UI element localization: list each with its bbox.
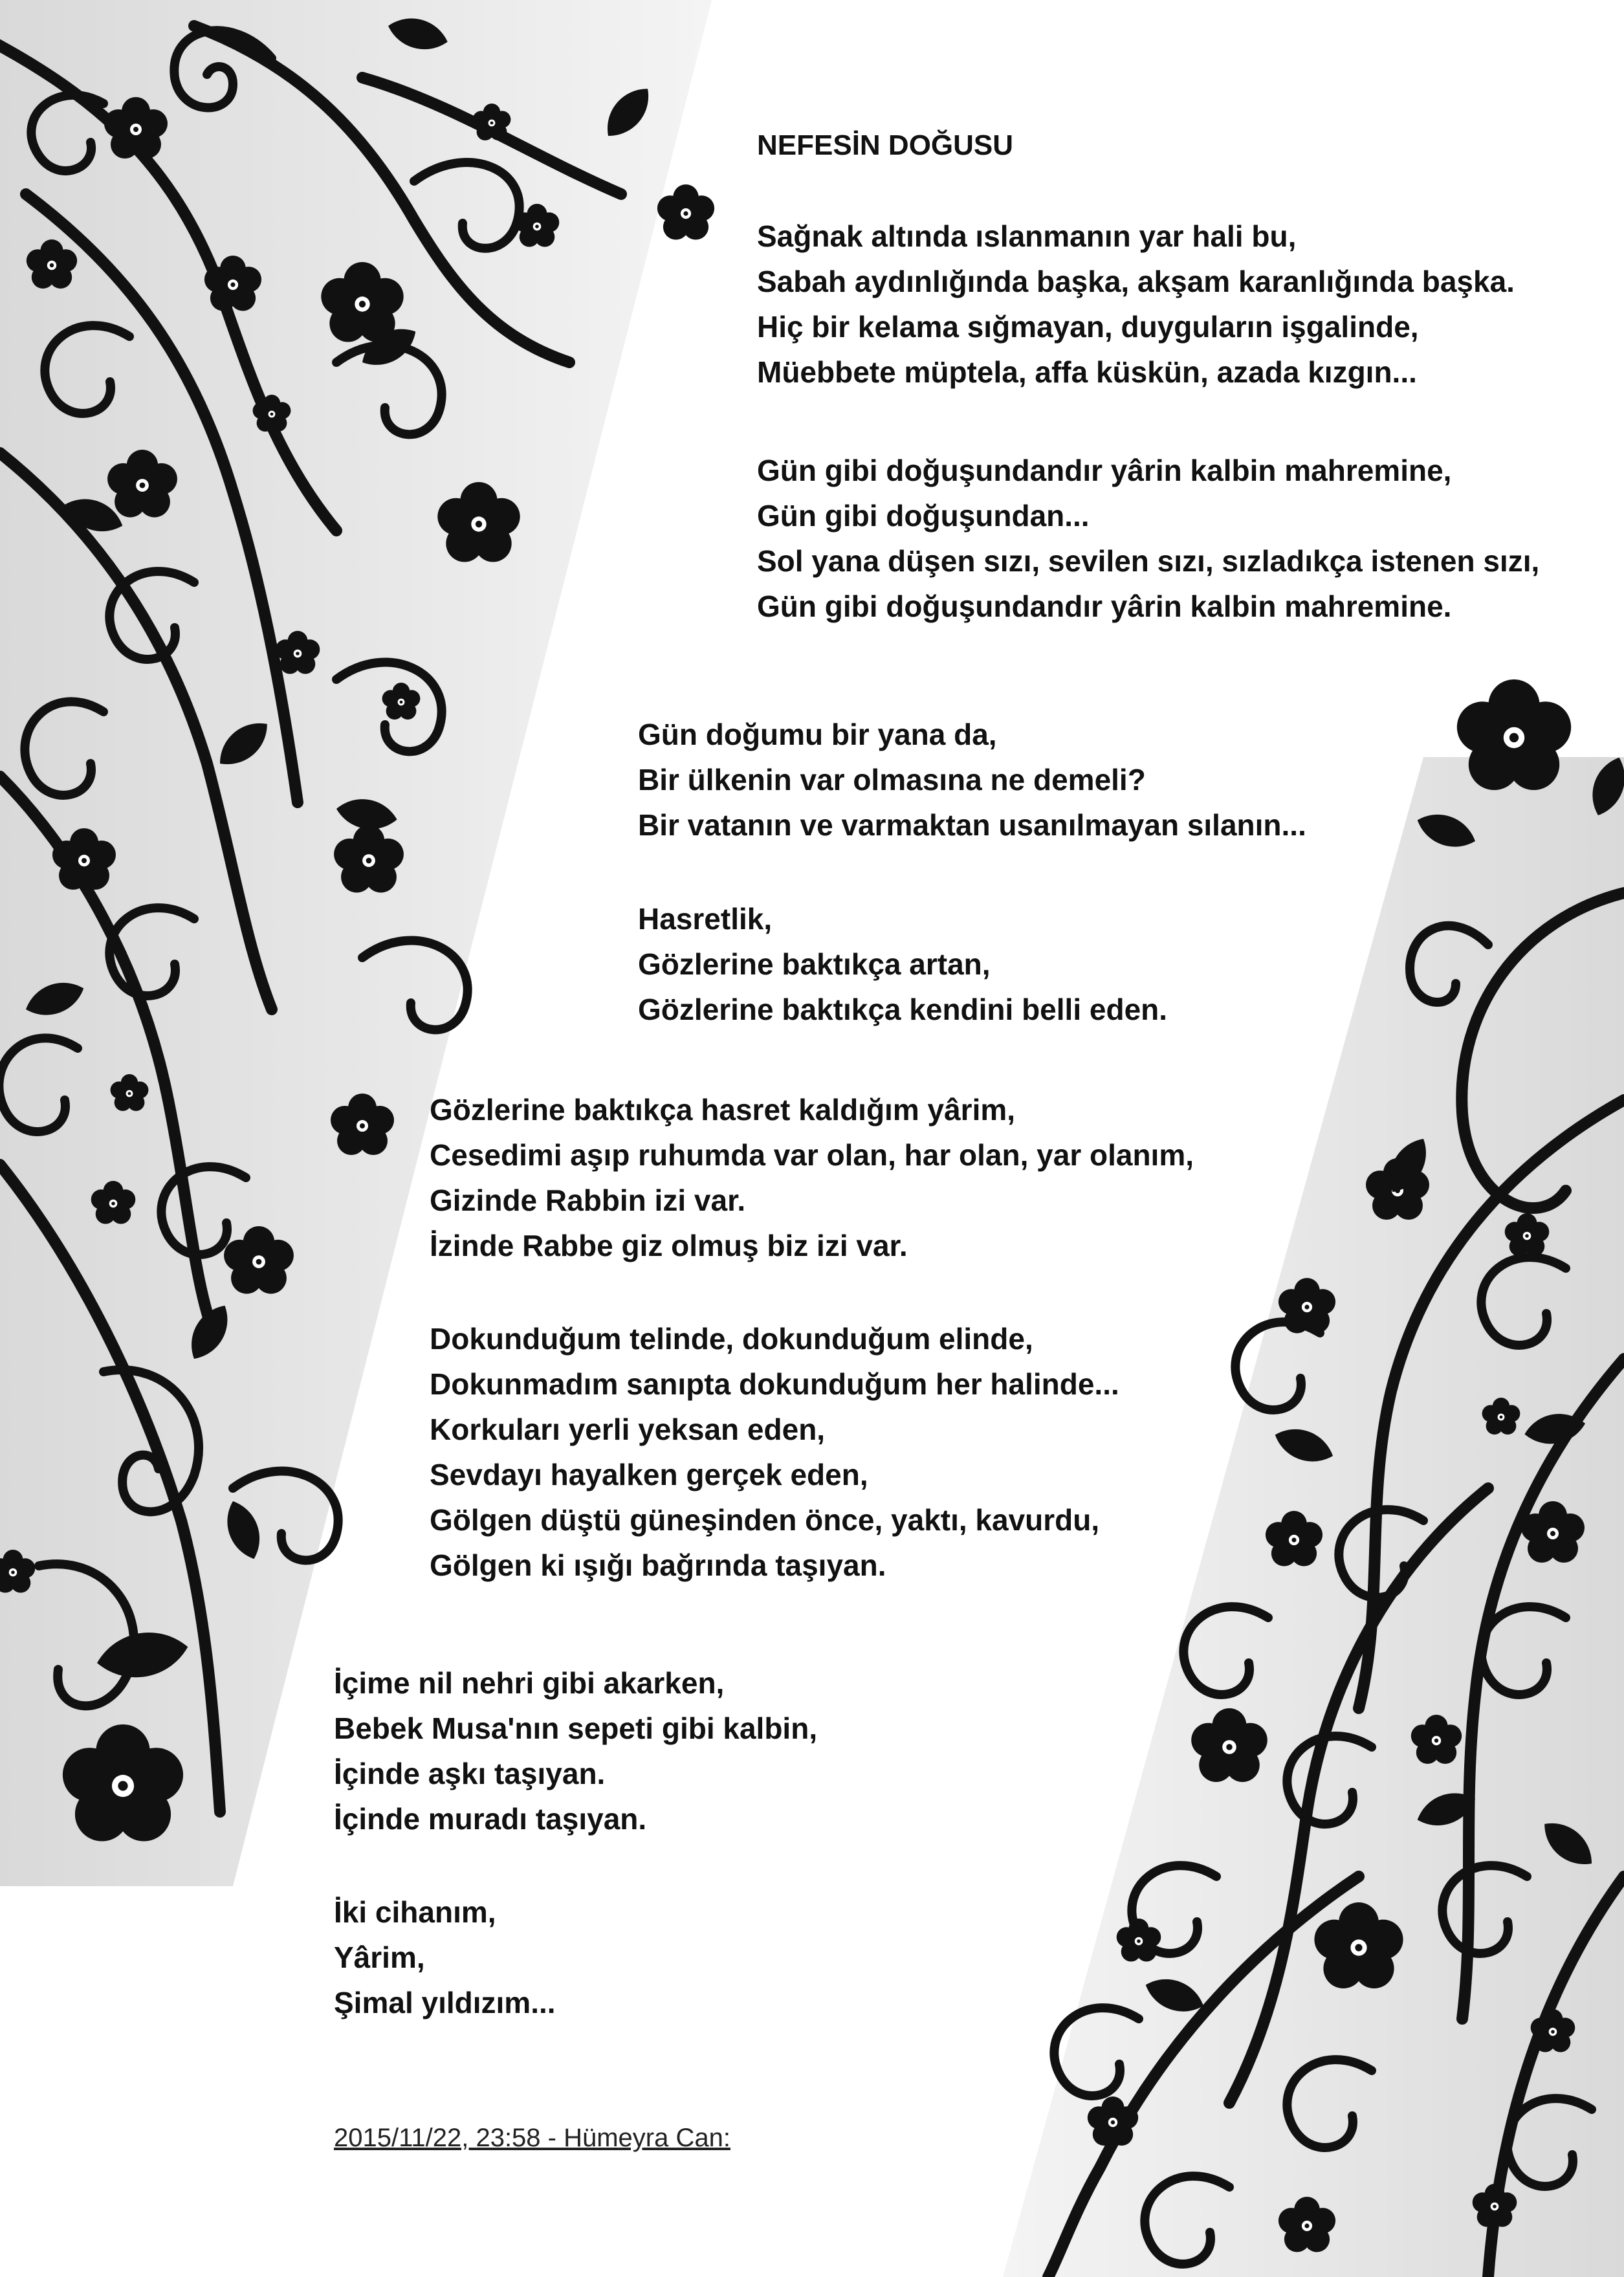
stanza-8 (334, 1889, 556, 2025)
poem-line: Gölgen düştü güneşinden önce, yaktı, kavurdu, (430, 1503, 1100, 1537)
poem-line: İçinde muradı taşıyan. (334, 1802, 647, 1836)
stanza-6 (430, 1316, 1119, 1588)
stanza-1 (757, 214, 1515, 395)
poem-title-block (757, 123, 1013, 168)
poem-line: İzinde Rabbe giz olmuş biz izi var. (430, 1229, 908, 1262)
stanza-5 (430, 1087, 1194, 1268)
stanza-4 (638, 896, 1167, 1032)
stanza-3 (638, 712, 1306, 848)
poem-line: Gölgen ki ışığı bağrında taşıyan. (430, 1548, 886, 1582)
poem-line: Müebbete müptela, affa küskün, azada kızgın... (757, 355, 1417, 389)
poem-line: Hiç bir kelama sığmayan, duyguların işgalinde, (757, 310, 1419, 344)
poem-line: Gözlerine baktıkça hasret kaldığım yârim, (430, 1093, 1016, 1127)
poem-line: Sol yana düşen sızı, sevilen sızı, sızladıkça istenen sızı, (757, 544, 1540, 578)
poem-line: Gizinde Rabbin izi var. (430, 1183, 746, 1217)
poem-line: Bebek Musa'nın sepeti gibi kalbin, (334, 1711, 818, 1745)
poem-line: İçinde aşkı taşıyan. (334, 1757, 606, 1790)
poem-line: Gün gibi doğuşundandır yârin kalbin mahremine. (757, 589, 1452, 623)
poem-line: Gün gibi doğuşundandır yârin kalbin mahremine, (757, 454, 1452, 487)
poem-line: Gözlerine baktıkça artan, (638, 947, 991, 981)
poem-line: Bir vatanın ve varmaktan usanılmayan sılanın... (638, 808, 1306, 842)
poem-line: Sağnak altında ıslanmanın yar hali bu, (757, 219, 1297, 253)
poem-line: Şimal yıldızım... (334, 1986, 556, 2019)
signature-date-author: 2015/11/22, 23:58 - Hümeyra Can: (334, 2124, 730, 2152)
stanza-7 (334, 1660, 817, 1842)
poem-line: İçime nil nehri gibi akarken, (334, 1666, 725, 1700)
poem-line: Hasretlik, (638, 902, 773, 936)
poem-line: Cesedimi aşıp ruhumda var olan, har olan, yar olanım, (430, 1138, 1194, 1172)
poem-line: Sevdayı hayalken gerçek eden, (430, 1458, 868, 1491)
poem-line: Gözlerine baktıkça kendini belli eden. (638, 993, 1168, 1026)
poem-title: NEFESİN DOĞUSU (757, 129, 1014, 161)
poem-line: İki cihanım, (334, 1895, 496, 1929)
poem-line: Dokunduğum telinde, dokunduğum elinde, (430, 1322, 1033, 1356)
poem-line: Yârim, (334, 1941, 425, 1974)
poem-line: Korkuları yerli yeksan eden, (430, 1413, 826, 1446)
poem-line: Gün gibi doğuşundan... (757, 499, 1090, 533)
poem-line: Sabah aydınlığında başka, akşam karanlığında başka. (757, 265, 1515, 298)
poem-line: Dokunmadım sanıpta dokunduğum her halinde... (430, 1367, 1119, 1401)
poem-line: Gün doğumu bir yana da, (638, 718, 997, 751)
poem-line: Bir ülkenin var olmasına ne demeli? (638, 763, 1146, 797)
stanza-2 (757, 448, 1539, 629)
